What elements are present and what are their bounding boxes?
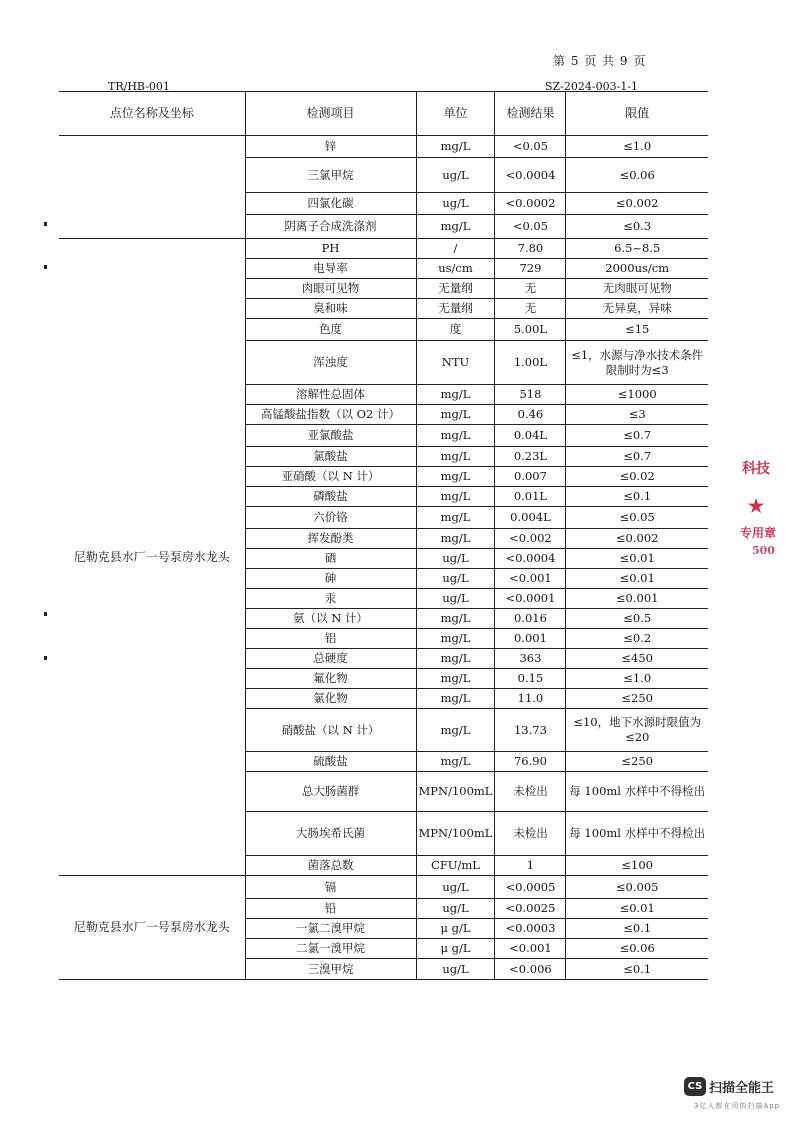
item-cell: 总硬度: [245, 649, 416, 669]
unit-cell: 无量纲: [416, 299, 495, 319]
result-cell: <0.0025: [495, 899, 566, 919]
header-limit: 限值: [566, 92, 708, 136]
stamp-text: 500: [752, 544, 775, 557]
table-row: [59, 136, 708, 158]
result-cell: <0.0002: [495, 193, 566, 215]
unit-cell: mg/L: [416, 405, 495, 425]
limit-cell: ≤0.1: [566, 919, 708, 939]
result-cell: 0.001: [495, 629, 566, 649]
header-location: 点位名称及坐标: [59, 92, 245, 136]
result-cell: 0.004L: [495, 507, 566, 529]
limit-cell: ≤0.5: [566, 609, 708, 629]
item-cell: 汞: [245, 589, 416, 609]
result-cell: <0.001: [495, 569, 566, 589]
limit-cell: ≤3: [566, 405, 708, 425]
limit-cell: 6.5~8.5: [566, 239, 708, 259]
unit-cell: ug/L: [416, 193, 495, 215]
watermark-tagline: 3亿人都在用的扫描App: [694, 1102, 781, 1110]
unit-cell: mg/L: [416, 629, 495, 649]
result-cell: 518: [495, 385, 566, 405]
unit-cell: mg/L: [416, 649, 495, 669]
unit-cell: 无量纲: [416, 279, 495, 299]
item-cell: 三氯甲烷: [245, 158, 416, 193]
result-cell: 7.80: [495, 239, 566, 259]
unit-cell: ug/L: [416, 589, 495, 609]
unit-cell: NTU: [416, 341, 495, 385]
item-cell: PH: [245, 239, 416, 259]
unit-cell: MPN/100mL: [416, 812, 495, 856]
result-cell: 0.01L: [495, 487, 566, 507]
limit-cell: ≤0.06: [566, 939, 708, 959]
item-cell: 磷酸盐: [245, 487, 416, 507]
item-cell: 电导率: [245, 259, 416, 279]
limit-cell: ≤0.01: [566, 549, 708, 569]
limit-cell: ≤450: [566, 649, 708, 669]
item-cell: 溶解性总固体: [245, 385, 416, 405]
item-cell: 硫酸盐: [245, 752, 416, 772]
item-cell: 浑浊度: [245, 341, 416, 385]
item-cell: 三溴甲烷: [245, 959, 416, 980]
item-cell: 大肠埃希氏菌: [245, 812, 416, 856]
limit-cell: ≤100: [566, 856, 708, 876]
unit-cell: μ g/L: [416, 919, 495, 939]
unit-cell: μ g/L: [416, 939, 495, 959]
result-cell: <0.002: [495, 529, 566, 549]
unit-cell: us/cm: [416, 259, 495, 279]
item-cell: 铅: [245, 899, 416, 919]
result-cell: <0.006: [495, 959, 566, 980]
result-cell: 1: [495, 856, 566, 876]
unit-cell: 度: [416, 319, 495, 341]
unit-cell: MPN/100mL: [416, 772, 495, 812]
result-cell: 0.04L: [495, 425, 566, 447]
unit-cell: mg/L: [416, 669, 495, 689]
location-cell: 尼勒克县水厂一号泵房水龙头: [59, 239, 245, 876]
result-cell: 无: [495, 279, 566, 299]
result-cell: 0.23L: [495, 447, 566, 467]
unit-cell: mg/L: [416, 447, 495, 467]
limit-cell: ≤1.0: [566, 669, 708, 689]
limit-cell: ≤250: [566, 689, 708, 709]
red-seal-stamp: [738, 448, 793, 578]
item-cell: 砷: [245, 569, 416, 589]
limit-cell: ≤0.001: [566, 589, 708, 609]
scan-mark: [44, 265, 47, 269]
unit-cell: mg/L: [416, 529, 495, 549]
limit-cell: ≤0.1: [566, 487, 708, 507]
result-cell: 0.016: [495, 609, 566, 629]
result-cell: 0.46: [495, 405, 566, 425]
result-cell: 76.90: [495, 752, 566, 772]
table-row: [59, 239, 708, 259]
unit-cell: mg/L: [416, 215, 495, 239]
document-code: TR/HB-001: [108, 80, 170, 93]
limit-cell: ≤10，地下水源时限值为≤20: [566, 709, 708, 752]
watermark-name: 扫描全能王: [709, 1081, 775, 1096]
result-cell: <0.05: [495, 215, 566, 239]
result-cell: 11.0: [495, 689, 566, 709]
unit-cell: mg/L: [416, 609, 495, 629]
unit-cell: ug/L: [416, 876, 495, 899]
table-header-row: [59, 92, 708, 136]
unit-cell: mg/L: [416, 425, 495, 447]
result-cell: 无: [495, 299, 566, 319]
item-cell: 氯酸盐: [245, 447, 416, 467]
scan-mark: [44, 656, 47, 660]
result-cell: 5.00L: [495, 319, 566, 341]
result-cell: <0.0003: [495, 919, 566, 939]
unit-cell: ug/L: [416, 569, 495, 589]
item-cell: 总大肠菌群: [245, 772, 416, 812]
limit-cell: 每 100ml 水样中不得检出: [566, 812, 708, 856]
limit-cell: ≤1000: [566, 385, 708, 405]
result-cell: <0.05: [495, 136, 566, 158]
limit-cell: ≤0.002: [566, 529, 708, 549]
item-cell: 臭和味: [245, 299, 416, 319]
limit-cell: ≤0.7: [566, 447, 708, 467]
item-cell: 六价铬: [245, 507, 416, 529]
result-cell: 1.00L: [495, 341, 566, 385]
report-number: SZ-2024-003-1-1: [545, 80, 639, 93]
location-cell: [59, 136, 245, 239]
limit-cell: ≤0.2: [566, 629, 708, 649]
item-cell: 一氯二溴甲烷: [245, 919, 416, 939]
limit-cell: ≤15: [566, 319, 708, 341]
item-cell: 亚氯酸盐: [245, 425, 416, 447]
result-cell: <0.0004: [495, 158, 566, 193]
unit-cell: mg/L: [416, 487, 495, 507]
page-number: 第 5 页 共 9 页: [553, 54, 647, 68]
location-cell: 尼勒克县水厂一号泵房水龙头: [59, 876, 245, 980]
item-cell: 氟化物: [245, 669, 416, 689]
item-cell: 硒: [245, 549, 416, 569]
item-cell: 肉眼可见物: [245, 279, 416, 299]
item-cell: 色度: [245, 319, 416, 341]
item-cell: 氯化物: [245, 689, 416, 709]
unit-cell: mg/L: [416, 385, 495, 405]
unit-cell: mg/L: [416, 752, 495, 772]
camscanner-logo-icon: CS: [684, 1077, 706, 1096]
unit-cell: mg/L: [416, 689, 495, 709]
limit-cell: ≤0.005: [566, 876, 708, 899]
scan-mark: [44, 222, 47, 226]
unit-cell: ug/L: [416, 158, 495, 193]
header-item: 检测项目: [245, 92, 416, 136]
item-cell: 高锰酸盐指数（以 O2 计）: [245, 405, 416, 425]
item-cell: 锌: [245, 136, 416, 158]
unit-cell: mg/L: [416, 467, 495, 487]
unit-cell: mg/L: [416, 709, 495, 752]
result-cell: 未检出: [495, 812, 566, 856]
unit-cell: ug/L: [416, 959, 495, 980]
result-cell: 未检出: [495, 772, 566, 812]
limit-cell: ≤0.3: [566, 215, 708, 239]
item-cell: 硝酸盐（以 N 计）: [245, 709, 416, 752]
item-cell: 铝: [245, 629, 416, 649]
item-cell: 氨（以 N 计）: [245, 609, 416, 629]
result-cell: 729: [495, 259, 566, 279]
limit-cell: ≤1，水源与净水技术条件限制时为≤3: [566, 341, 708, 385]
unit-cell: ug/L: [416, 549, 495, 569]
result-cell: <0.001: [495, 939, 566, 959]
header-unit: 单位: [416, 92, 495, 136]
limit-cell: ≤0.01: [566, 569, 708, 589]
limit-cell: ≤0.01: [566, 899, 708, 919]
limit-cell: ≤0.05: [566, 507, 708, 529]
result-cell: <0.0001: [495, 589, 566, 609]
limit-cell: ≤0.002: [566, 193, 708, 215]
item-cell: 阴离子合成洗涤剂: [245, 215, 416, 239]
result-cell: 363: [495, 649, 566, 669]
stamp-star-icon: ★: [748, 496, 765, 517]
item-cell: 挥发酚类: [245, 529, 416, 549]
limit-cell: ≤0.7: [566, 425, 708, 447]
limit-cell: ≤250: [566, 752, 708, 772]
stamp-text: 专用章: [740, 526, 777, 540]
limit-cell: 2000us/cm: [566, 259, 708, 279]
unit-cell: ug/L: [416, 899, 495, 919]
item-cell: 二氯一溴甲烷: [245, 939, 416, 959]
result-cell: 13.73: [495, 709, 566, 752]
scan-mark: [44, 612, 47, 616]
stamp-text: 科技: [742, 461, 770, 477]
limit-cell: 无异臭，异味: [566, 299, 708, 319]
test-results-table: [59, 91, 708, 980]
unit-cell: CFU/mL: [416, 856, 495, 876]
unit-cell: mg/L: [416, 507, 495, 529]
limit-cell: ≤0.1: [566, 959, 708, 980]
limit-cell: ≤1.0: [566, 136, 708, 158]
result-cell: <0.0004: [495, 549, 566, 569]
unit-cell: mg/L: [416, 136, 495, 158]
unit-cell: /: [416, 239, 495, 259]
item-cell: 菌落总数: [245, 856, 416, 876]
limit-cell: ≤0.06: [566, 158, 708, 193]
limit-cell: 每 100ml 水样中不得检出: [566, 772, 708, 812]
table-row: [59, 876, 708, 899]
result-cell: 0.15: [495, 669, 566, 689]
header-result: 检测结果: [495, 92, 566, 136]
item-cell: 亚硝酸（以 N 计）: [245, 467, 416, 487]
item-cell: 镉: [245, 876, 416, 899]
result-cell: <0.0005: [495, 876, 566, 899]
item-cell: 四氯化碳: [245, 193, 416, 215]
result-cell: 0.007: [495, 467, 566, 487]
limit-cell: ≤0.02: [566, 467, 708, 487]
limit-cell: 无肉眼可见物: [566, 279, 708, 299]
